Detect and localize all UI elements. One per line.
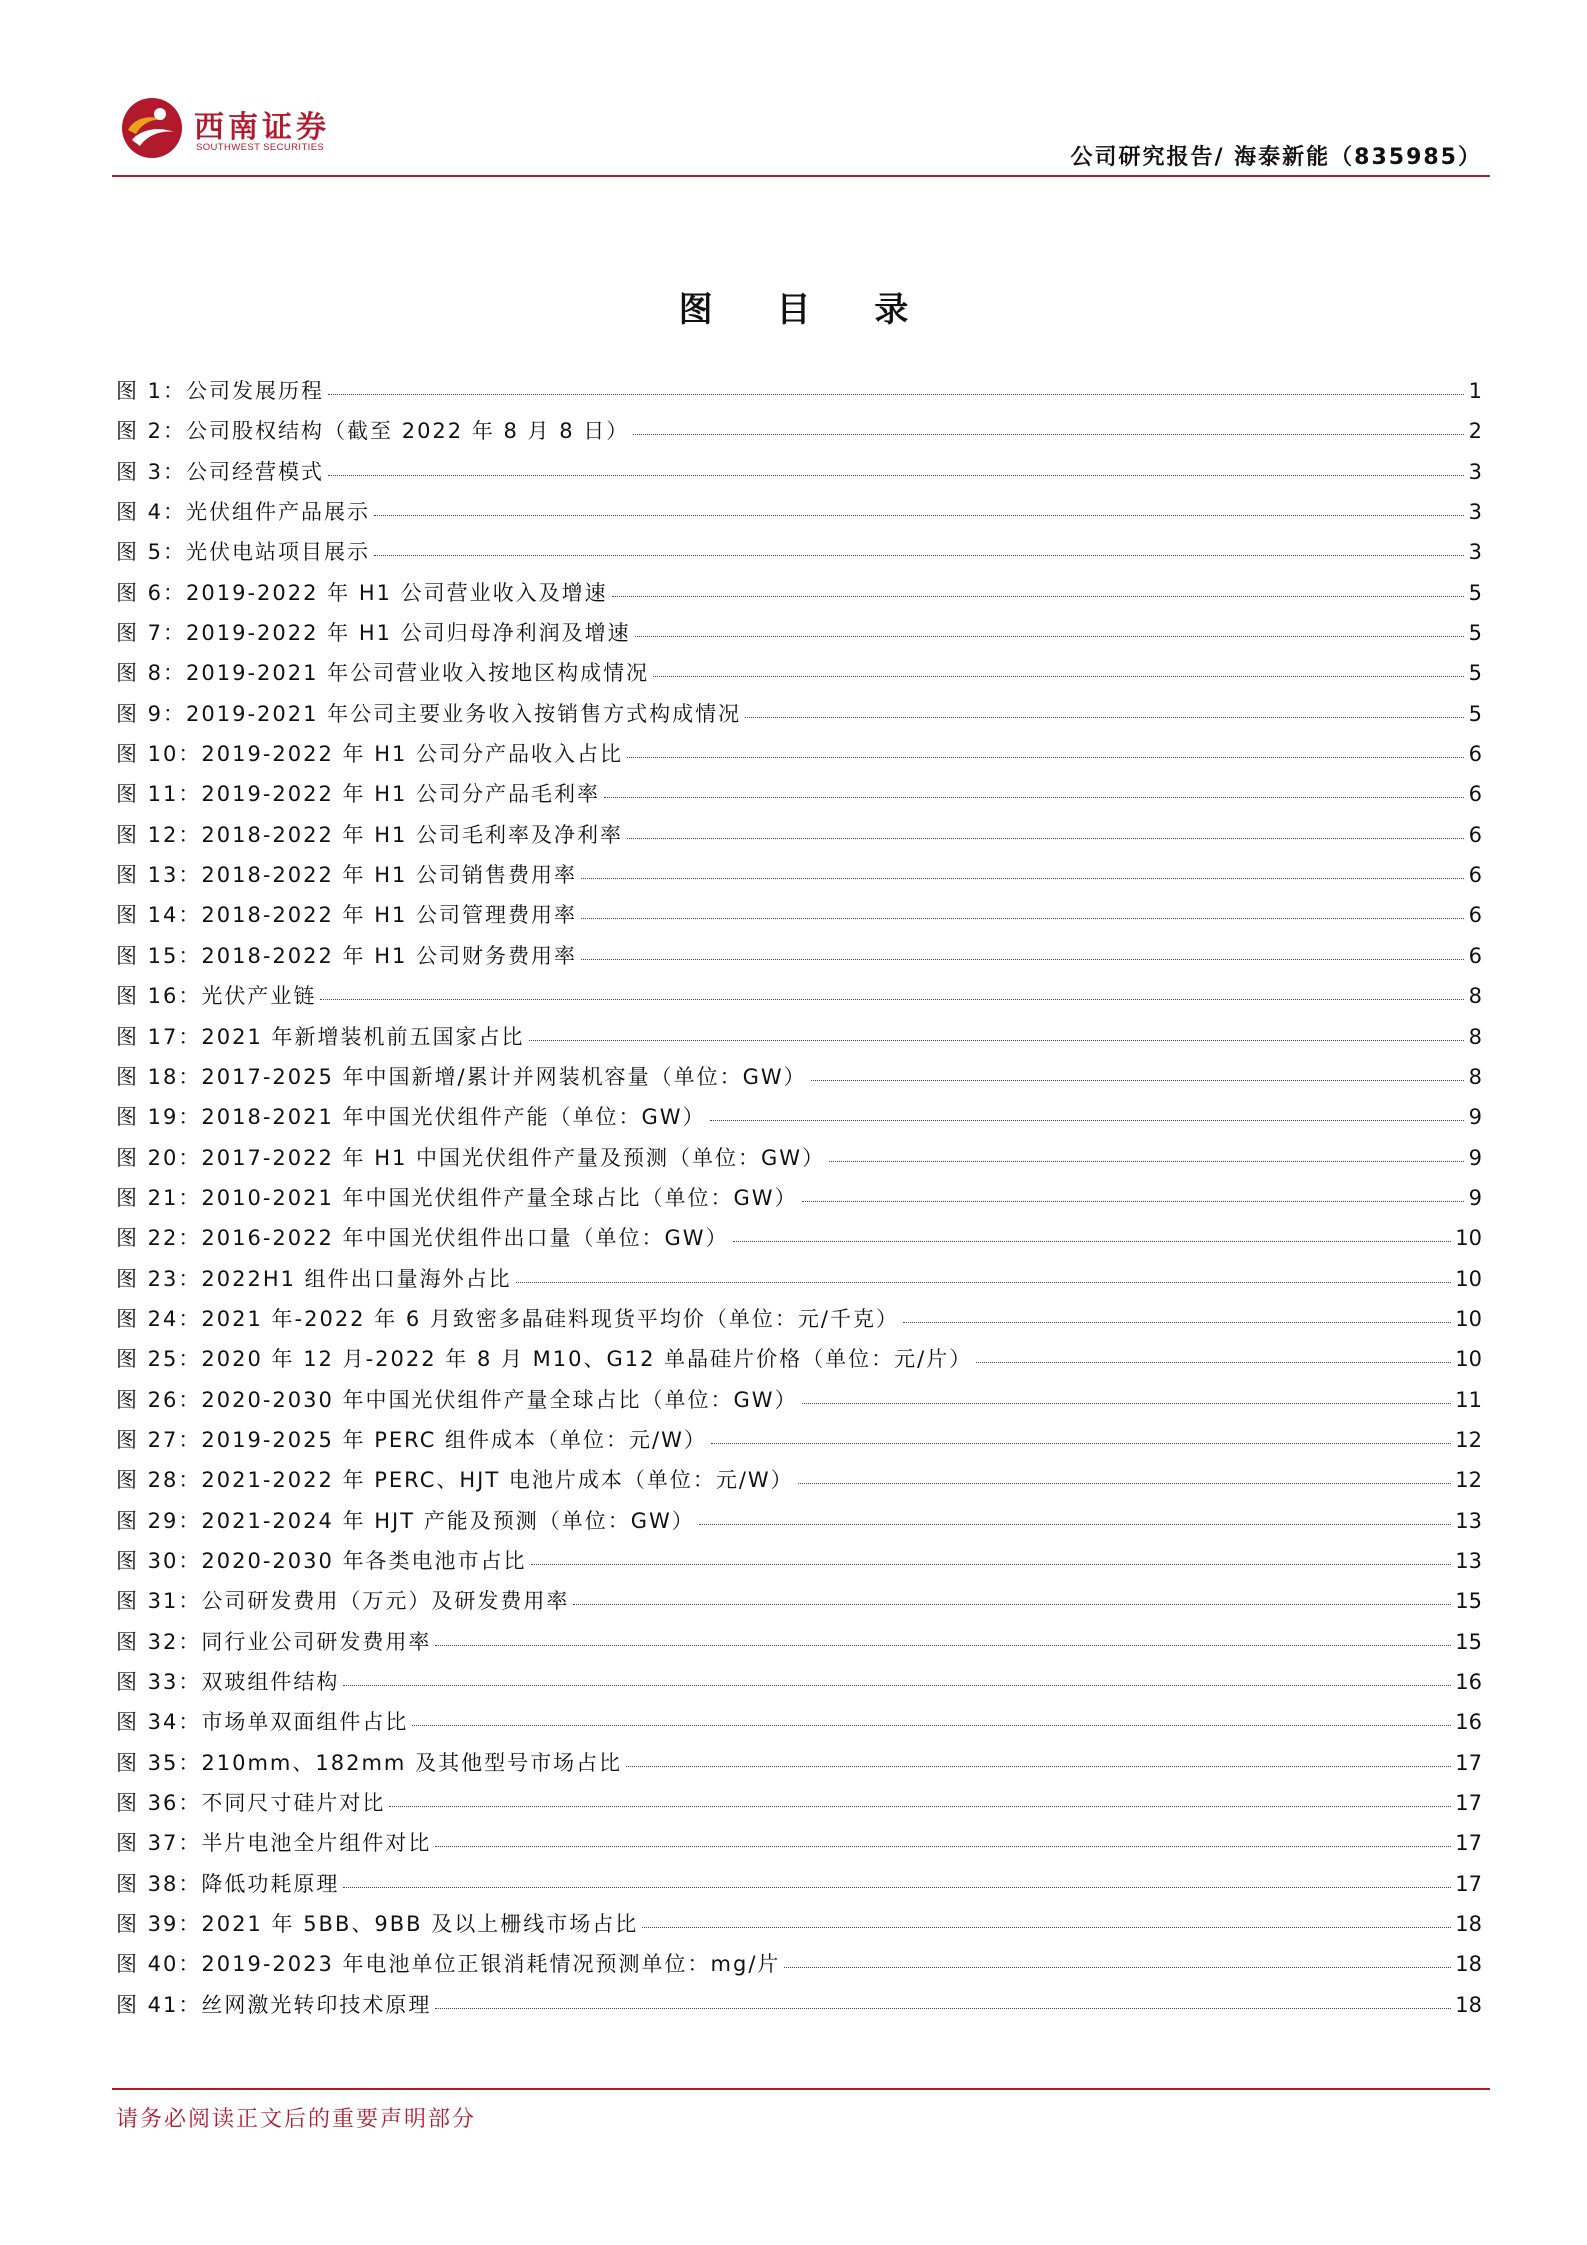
toc-entry[interactable] bbox=[116, 1747, 1482, 1787]
toc-entry-label[interactable]: 图 32：同行业公司研发费用率 bbox=[116, 1629, 432, 1654]
toc-entry-page-number[interactable]: 8 bbox=[1468, 984, 1482, 1009]
figure-table-of-contents bbox=[116, 375, 1482, 2029]
toc-entry[interactable] bbox=[116, 1989, 1482, 2029]
toc-entry-label[interactable]: 图 18：2017-2025 年中国新增/累计并网装机容量（单位：GW） bbox=[116, 1064, 807, 1089]
toc-entry-label[interactable]: 图 20：2017-2022 年 H1 中国光伏组件产量及预测（单位：GW） bbox=[116, 1145, 826, 1170]
toc-entry-label[interactable]: 图 40：2019-2023 年电池单位正银消耗情况预测单位：mg/片 bbox=[116, 1952, 781, 1977]
toc-entry-page-number[interactable]: 10 bbox=[1455, 1266, 1482, 1291]
logo-english-name: SOUTHWEST SECURITIES bbox=[196, 142, 325, 153]
toc-entry-page-number[interactable]: 13 bbox=[1455, 1508, 1482, 1533]
toc-dot-leader bbox=[581, 959, 1464, 960]
toc-entry-label[interactable]: 图 10：2019-2022 年 H1 公司分产品收入占比 bbox=[116, 742, 624, 767]
toc-entry[interactable] bbox=[116, 1182, 1482, 1222]
toc-entry-label[interactable]: 图 15：2018-2022 年 H1 公司财务费用率 bbox=[116, 943, 578, 968]
toc-entry-page-number[interactable]: 8 bbox=[1468, 1064, 1482, 1089]
toc-entry[interactable] bbox=[116, 1666, 1482, 1706]
toc-dot-leader bbox=[435, 1645, 1451, 1646]
toc-entry-label[interactable]: 图 13：2018-2022 年 H1 公司销售费用率 bbox=[116, 863, 578, 888]
toc-dot-leader bbox=[435, 2008, 1451, 2009]
toc-entry-page-number[interactable]: 9 bbox=[1468, 1145, 1482, 1170]
toc-entry[interactable] bbox=[116, 1222, 1482, 1262]
toc-dot-leader bbox=[802, 1201, 1464, 1202]
toc-entry-label[interactable]: 图 9：2019-2021 年公司主要业务收入按销售方式构成情况 bbox=[116, 701, 742, 726]
toc-dot-leader bbox=[328, 475, 1464, 476]
header-divider bbox=[112, 175, 1490, 177]
toc-entry-label[interactable]: 图 8：2019-2021 年公司营业收入按地区构成情况 bbox=[116, 661, 650, 686]
toc-entry-label[interactable]: 图 41：丝网激光转印技术原理 bbox=[116, 1992, 432, 2017]
toc-dot-leader bbox=[573, 1604, 1451, 1605]
toc-dot-leader bbox=[784, 1967, 1451, 1968]
toc-entry[interactable] bbox=[116, 1142, 1482, 1182]
toc-entry-page-number[interactable]: 15 bbox=[1455, 1589, 1482, 1614]
toc-entry[interactable] bbox=[116, 1343, 1482, 1383]
toc-entry-label[interactable]: 图 26：2020-2030 年中国光伏组件产量全球占比（单位：GW） bbox=[116, 1387, 798, 1412]
toc-dot-leader bbox=[903, 1322, 1451, 1323]
toc-dot-leader bbox=[389, 1806, 1451, 1807]
toc-entry-label[interactable]: 图 2：公司股权结构（截至 2022 年 8 月 8 日） bbox=[116, 419, 630, 444]
toc-entry-label[interactable]: 图 39：2021 年 5BB、9BB 及以上栅线市场占比 bbox=[116, 1912, 639, 1937]
toc-entry-label[interactable]: 图 16：光伏产业链 bbox=[116, 984, 317, 1009]
toc-dot-leader bbox=[343, 1685, 1451, 1686]
toc-entry-label[interactable]: 图 31：公司研发费用（万元）及研发费用率 bbox=[116, 1589, 570, 1614]
toc-entry-label[interactable]: 图 21：2010-2021 年中国光伏组件产量全球占比（单位：GW） bbox=[116, 1185, 798, 1210]
toc-entry-page-number[interactable]: 3 bbox=[1468, 540, 1482, 565]
toc-entry-page-number[interactable]: 18 bbox=[1455, 1912, 1482, 1937]
toc-dot-leader bbox=[529, 1040, 1464, 1041]
toc-entry-label[interactable]: 图 37：半片电池全片组件对比 bbox=[116, 1831, 432, 1856]
toc-dot-leader bbox=[328, 394, 1464, 395]
toc-entry-label[interactable]: 图 6：2019-2022 年 H1 公司营业收入及增速 bbox=[116, 580, 608, 605]
toc-entry-page-number[interactable]: 1 bbox=[1468, 379, 1482, 403]
toc-entry-page-number[interactable]: 12 bbox=[1455, 1427, 1482, 1452]
toc-entry-label[interactable]: 图 12：2018-2022 年 H1 公司毛利率及净利率 bbox=[116, 822, 624, 847]
toc-entry-page-number[interactable]: 6 bbox=[1468, 863, 1482, 888]
toc-entry-page-number[interactable]: 5 bbox=[1468, 661, 1482, 686]
toc-entry-page-number[interactable]: 16 bbox=[1455, 1670, 1482, 1694]
toc-entry-page-number[interactable]: 6 bbox=[1468, 782, 1482, 807]
toc-entry[interactable] bbox=[116, 456, 1482, 496]
toc-dot-leader bbox=[653, 676, 1464, 677]
toc-entry-page-number[interactable]: 6 bbox=[1468, 943, 1482, 968]
toc-entry-page-number[interactable]: 8 bbox=[1468, 1024, 1482, 1049]
footer-divider bbox=[112, 2088, 1490, 2090]
toc-entry-page-number[interactable]: 5 bbox=[1468, 580, 1482, 605]
toc-entry-page-number[interactable]: 17 bbox=[1455, 1871, 1482, 1896]
toc-entry-label[interactable]: 图 7：2019-2022 年 H1 公司归母净利润及增速 bbox=[116, 621, 631, 646]
toc-entry-label[interactable]: 图 22：2016-2022 年中国光伏组件出口量（单位：GW） bbox=[116, 1226, 729, 1251]
toc-entry[interactable] bbox=[116, 1263, 1482, 1303]
report-tag: 公司研究报告/ 海泰新能（835985） bbox=[1070, 145, 1482, 170]
toc-dot-leader bbox=[699, 1524, 1452, 1525]
toc-entry[interactable] bbox=[116, 980, 1482, 1020]
toc-dot-leader bbox=[531, 1564, 1452, 1565]
toc-dot-leader bbox=[745, 717, 1464, 718]
toc-entry-page-number[interactable]: 11 bbox=[1455, 1387, 1482, 1412]
toc-entry[interactable] bbox=[116, 1384, 1482, 1424]
toc-entry[interactable] bbox=[116, 859, 1482, 899]
toc-entry-page-number[interactable]: 6 bbox=[1468, 903, 1482, 928]
toc-dot-leader bbox=[612, 596, 1464, 597]
footer-disclaimer-note: 请务必阅读正文后的重要声明部分 bbox=[116, 2107, 477, 2132]
toc-entry[interactable] bbox=[116, 1827, 1482, 1867]
toc-entry[interactable] bbox=[116, 940, 1482, 980]
company-logo bbox=[120, 96, 340, 162]
toc-entry-label[interactable]: 图 11：2019-2022 年 H1 公司分产品毛利率 bbox=[116, 782, 601, 807]
toc-entry-label[interactable]: 图 19：2018-2021 年中国光伏组件产能（单位：GW） bbox=[116, 1105, 706, 1130]
toc-entry-page-number[interactable]: 17 bbox=[1455, 1791, 1482, 1816]
toc-entry-label[interactable]: 图 5：光伏电站项目展示 bbox=[116, 540, 371, 565]
toc-entry-page-number[interactable]: 3 bbox=[1468, 500, 1482, 525]
toc-entry-page-number[interactable]: 6 bbox=[1468, 822, 1482, 847]
toc-dot-leader bbox=[374, 515, 1464, 516]
toc-dot-leader bbox=[798, 1483, 1452, 1484]
toc-entry[interactable] bbox=[116, 1706, 1482, 1746]
toc-entry[interactable] bbox=[116, 1424, 1482, 1464]
toc-entry[interactable] bbox=[116, 1787, 1482, 1827]
toc-entry-label[interactable]: 图 30：2020-2030 年各类电池市占比 bbox=[116, 1548, 527, 1573]
toc-entry-page-number[interactable]: 9 bbox=[1468, 1185, 1482, 1210]
toc-entry[interactable] bbox=[116, 899, 1482, 939]
toc-entry-label[interactable]: 图 3：公司经营模式 bbox=[116, 459, 325, 484]
toc-entry[interactable] bbox=[116, 1021, 1482, 1061]
toc-entry-label[interactable]: 图 4：光伏组件产品展示 bbox=[116, 500, 371, 525]
toc-dot-leader bbox=[320, 999, 1464, 1000]
toc-entry[interactable] bbox=[116, 738, 1482, 778]
toc-entry[interactable] bbox=[116, 1464, 1482, 1504]
toc-entry[interactable] bbox=[116, 657, 1482, 697]
logo-chinese-name: 西南证券 bbox=[194, 110, 330, 145]
toc-entry-page-number[interactable]: 16 bbox=[1455, 1710, 1482, 1735]
page-header bbox=[112, 92, 1490, 178]
toc-entry-label[interactable]: 图 33：双玻组件结构 bbox=[116, 1670, 340, 1694]
toc-entry[interactable] bbox=[116, 1908, 1482, 1948]
toc-entry[interactable] bbox=[116, 1545, 1482, 1585]
toc-entry-page-number[interactable]: 18 bbox=[1455, 1952, 1482, 1977]
toc-entry[interactable] bbox=[116, 577, 1482, 617]
logo-emblem-icon bbox=[120, 96, 184, 160]
toc-entry-label[interactable]: 图 36：不同尺寸硅片对比 bbox=[116, 1791, 386, 1816]
toc-entry-label[interactable]: 图 29：2021-2024 年 HJT 产能及预测（单位：GW） bbox=[116, 1508, 695, 1533]
toc-entry-label[interactable]: 图 38：降低功耗原理 bbox=[116, 1871, 340, 1896]
toc-entry-label[interactable]: 图 14：2018-2022 年 H1 公司管理费用率 bbox=[116, 903, 578, 928]
toc-entry-page-number[interactable]: 12 bbox=[1455, 1468, 1482, 1493]
toc-entry-page-number[interactable]: 18 bbox=[1455, 1992, 1482, 2017]
toc-entry-page-number[interactable]: 2 bbox=[1468, 419, 1482, 444]
toc-entry[interactable] bbox=[116, 819, 1482, 859]
toc-entry-page-number[interactable]: 15 bbox=[1455, 1629, 1482, 1654]
toc-dot-leader bbox=[435, 1846, 1451, 1847]
toc-entry-page-number[interactable]: 10 bbox=[1455, 1226, 1482, 1251]
toc-dot-leader bbox=[626, 1766, 1451, 1767]
toc-dot-leader bbox=[604, 797, 1464, 798]
toc-dot-leader bbox=[733, 1241, 1452, 1242]
toc-dot-leader bbox=[811, 1080, 1464, 1081]
toc-entry-page-number[interactable]: 3 bbox=[1468, 459, 1482, 484]
toc-entry[interactable] bbox=[116, 1626, 1482, 1666]
toc-entry-page-number[interactable]: 10 bbox=[1455, 1306, 1482, 1331]
toc-title: 图 目 录 bbox=[678, 290, 935, 330]
toc-entry[interactable] bbox=[116, 1061, 1482, 1101]
toc-dot-leader bbox=[627, 757, 1464, 758]
toc-dot-leader bbox=[710, 1120, 1464, 1121]
toc-entry[interactable] bbox=[116, 496, 1482, 536]
toc-entry[interactable] bbox=[116, 1585, 1482, 1625]
toc-entry-page-number[interactable]: 6 bbox=[1468, 742, 1482, 767]
toc-entry[interactable] bbox=[116, 778, 1482, 818]
toc-dot-leader bbox=[635, 636, 1464, 637]
toc-entry[interactable] bbox=[116, 1303, 1482, 1343]
toc-entry-page-number[interactable]: 10 bbox=[1455, 1347, 1482, 1372]
toc-entry-label[interactable]: 图 23：2022H1 组件出口量海外占比 bbox=[116, 1266, 512, 1291]
toc-entry-label[interactable]: 图 25：2020 年 12 月-2022 年 8 月 M10、G12 单晶硅片价格（单位：元/片） bbox=[116, 1347, 973, 1372]
toc-dot-leader bbox=[343, 1887, 1451, 1888]
toc-entry[interactable] bbox=[116, 698, 1482, 738]
toc-entry-label[interactable]: 图 1：公司发展历程 bbox=[116, 379, 325, 403]
toc-entry[interactable] bbox=[116, 536, 1482, 576]
toc-entry-page-number[interactable]: 17 bbox=[1455, 1750, 1482, 1775]
toc-entry[interactable] bbox=[116, 375, 1482, 415]
toc-entry-page-number[interactable]: 5 bbox=[1468, 621, 1482, 646]
toc-entry-page-number[interactable]: 9 bbox=[1468, 1105, 1482, 1130]
toc-dot-leader bbox=[516, 1282, 1452, 1283]
toc-dot-leader bbox=[627, 838, 1464, 839]
toc-entry[interactable] bbox=[116, 1868, 1482, 1908]
toc-dot-leader bbox=[802, 1403, 1452, 1404]
toc-dot-leader bbox=[581, 878, 1464, 879]
toc-dot-leader bbox=[412, 1725, 1451, 1726]
toc-entry-page-number[interactable]: 13 bbox=[1455, 1548, 1482, 1573]
toc-dot-leader bbox=[633, 434, 1464, 435]
toc-entry[interactable] bbox=[116, 617, 1482, 657]
toc-dot-leader bbox=[581, 918, 1464, 919]
toc-entry[interactable] bbox=[116, 1948, 1482, 1988]
toc-entry-label[interactable]: 图 34：市场单双面组件占比 bbox=[116, 1710, 409, 1735]
toc-entry-label[interactable]: 图 17：2021 年新增装机前五国家占比 bbox=[116, 1024, 525, 1049]
toc-entry[interactable] bbox=[116, 1505, 1482, 1545]
toc-entry-label[interactable]: 图 28：2021-2022 年 PERC、HJT 电池片成本（单位：元/W） bbox=[116, 1468, 794, 1493]
toc-entry-label[interactable]: 图 35：210mm、182mm 及其他型号市场占比 bbox=[116, 1750, 623, 1775]
toc-entry-label[interactable]: 图 27：2019-2025 年 PERC 组件成本（单位：元/W） bbox=[116, 1427, 707, 1452]
toc-entry-page-number[interactable]: 17 bbox=[1455, 1831, 1482, 1856]
toc-entry-page-number[interactable]: 5 bbox=[1468, 701, 1482, 726]
toc-dot-leader bbox=[976, 1362, 1451, 1363]
toc-dot-leader bbox=[374, 555, 1464, 556]
toc-dot-leader bbox=[829, 1161, 1464, 1162]
toc-entry[interactable] bbox=[116, 1101, 1482, 1141]
toc-dot-leader bbox=[642, 1927, 1451, 1928]
toc-entry[interactable] bbox=[116, 415, 1482, 455]
toc-entry-label[interactable]: 图 24：2021 年-2022 年 6 月致密多晶硅料现货平均价（单位：元/千克） bbox=[116, 1306, 899, 1331]
toc-dot-leader bbox=[711, 1443, 1451, 1444]
